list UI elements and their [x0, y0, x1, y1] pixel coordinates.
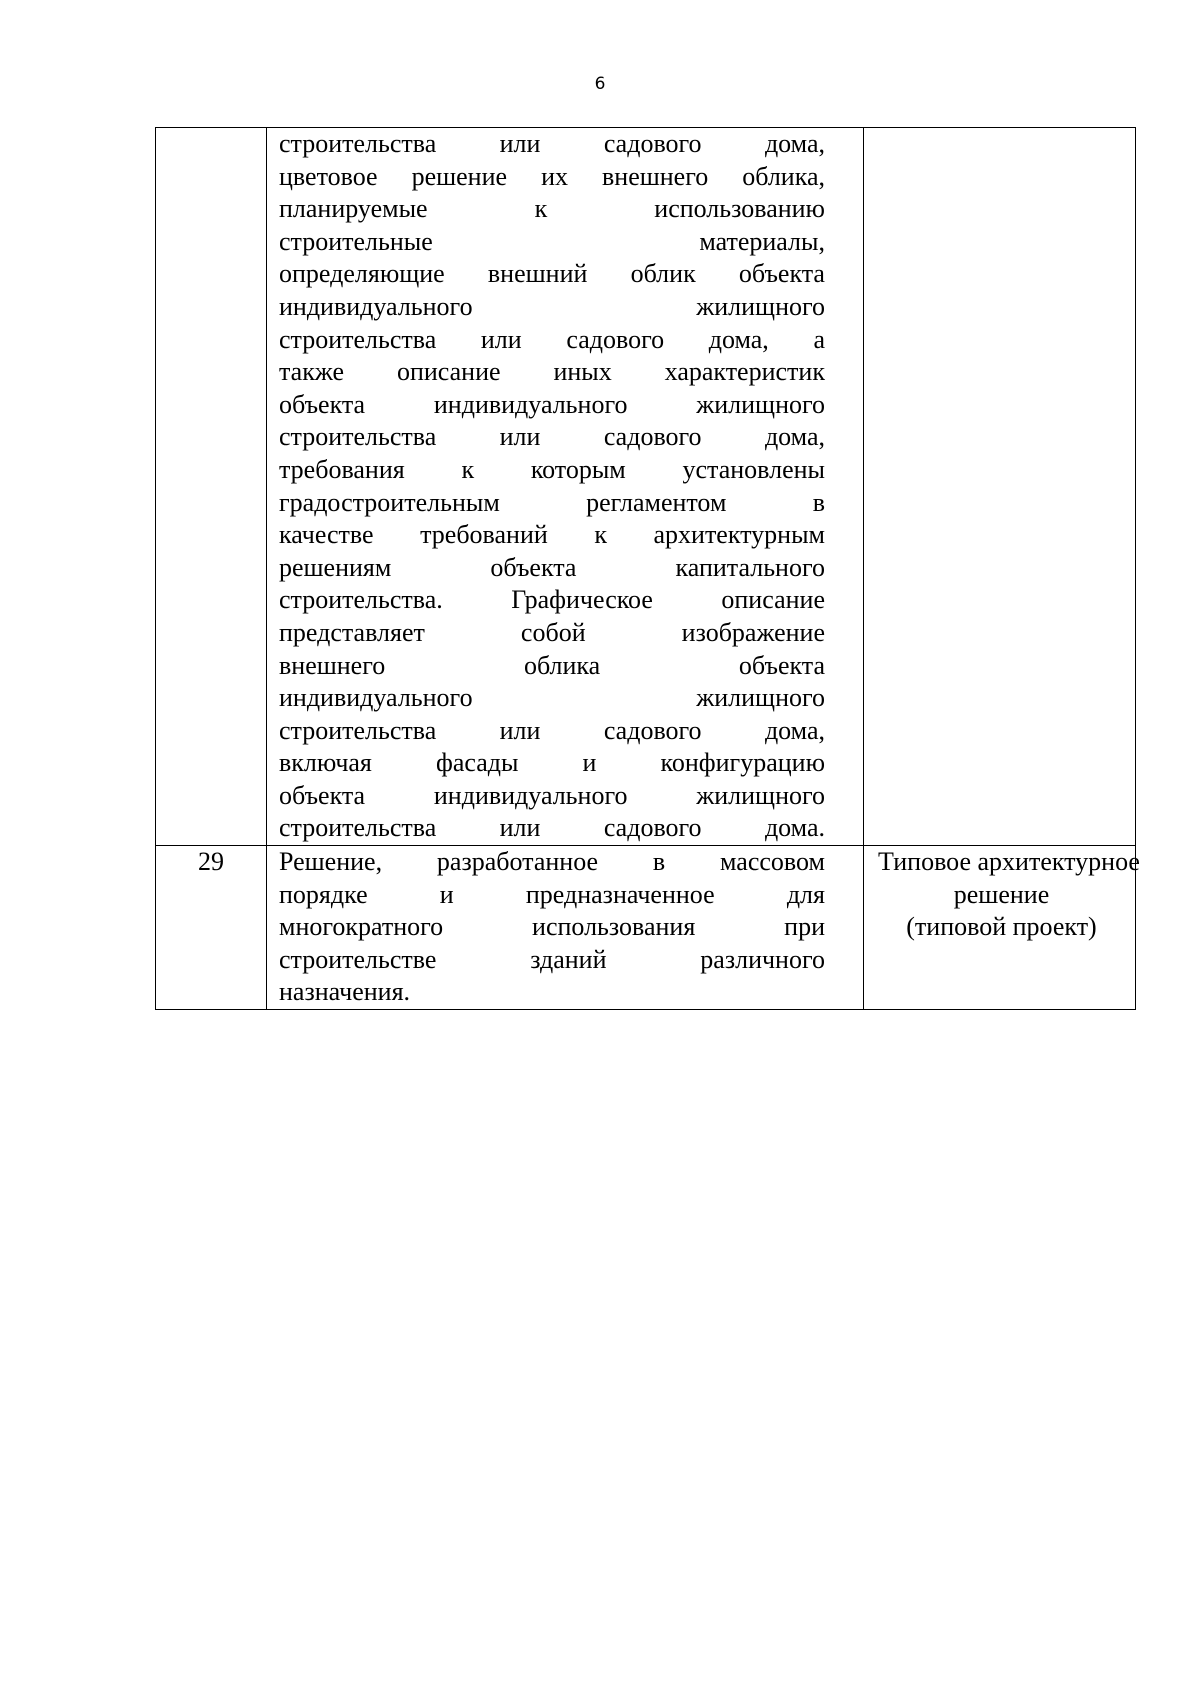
term-cell: [864, 846, 1140, 1010]
definition-cell: [267, 128, 864, 846]
definition-line: строительства или садового дома,: [279, 715, 825, 745]
definition-line: требования к которым установлены: [279, 454, 825, 484]
definition-line: строительстве зданий различного: [279, 944, 825, 974]
row-number: 29: [198, 847, 224, 877]
definition-line: определяющие внешний облик объекта: [279, 259, 825, 289]
definition-line: строительства или садового дома.: [279, 813, 825, 843]
definition-line: строительные материалы,: [279, 226, 825, 256]
term-line: решение: [953, 879, 1050, 909]
definition-line: планируемые к использованию: [279, 194, 825, 224]
table-row: [156, 846, 1136, 1010]
definition-line: также описание иных характеристик: [279, 357, 825, 387]
definition-line: строительства. Графическое описание: [279, 585, 825, 615]
definition-line: Решение, разработанное в массовом: [279, 847, 825, 877]
definition-cell: [267, 846, 864, 1010]
row-number-cell: [156, 128, 267, 846]
definition-line: индивидуального жилищного: [279, 291, 825, 321]
definition-line: объекта индивидуального жилищного: [279, 389, 825, 419]
definition-line: представляет собой изображение: [279, 617, 825, 647]
terms-table: [155, 127, 1140, 1010]
definition-line: внешнего облика объекта: [279, 650, 825, 680]
definition-line: индивидуального жилищного: [279, 683, 825, 713]
term-line: (типовой проект): [906, 912, 1097, 942]
definition-line: строительства или садового дома,: [279, 422, 825, 452]
definition-line: объекта индивидуального жилищного: [279, 780, 825, 810]
definition-line: градостроительным регламентом в: [279, 487, 825, 517]
definition-line: порядке и предназначенное для: [279, 879, 825, 909]
term-line: Типовое архитектурное: [878, 847, 1140, 877]
definition-line: строительства или садового дома, а: [279, 324, 825, 354]
definition-line: качестве требований к архитектурным: [279, 520, 825, 550]
definition-line: решениям объекта капитального: [279, 552, 825, 582]
page-number: 6: [594, 74, 606, 94]
definition-line: включая фасады и конфигурацию: [279, 748, 825, 778]
row-number-cell: [156, 846, 267, 1010]
table-row: [156, 128, 1136, 846]
definition-line: многократного использования при: [279, 912, 825, 942]
term-cell: [864, 128, 1136, 846]
definition-line: назначения.: [279, 977, 411, 1007]
definition-line: строительства или садового дома,: [279, 129, 825, 158]
definition-line: цветовое решение их внешнего облика,: [279, 161, 825, 191]
